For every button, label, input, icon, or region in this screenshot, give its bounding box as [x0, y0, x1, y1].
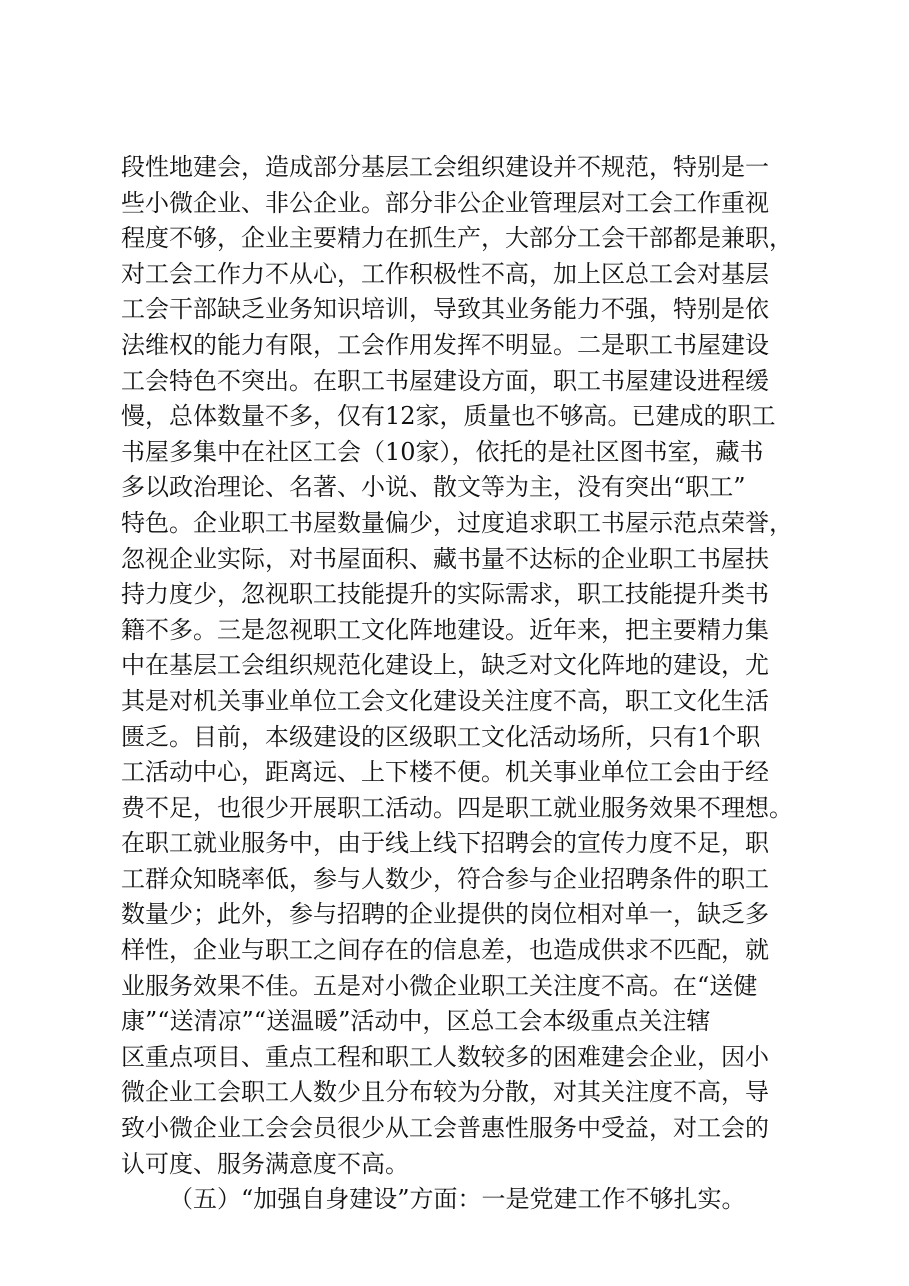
paragraph-2 — [121, 1182, 801, 1218]
text-line: 程度不够，企业主要精力在抓生产，大部分工会干部都是兼职， — [121, 224, 793, 253]
text-line: 多以政治理论、名著、小说、散文等为主，没有突出“职工” — [121, 473, 746, 502]
paragraph-1 — [121, 150, 801, 1182]
text-line: 数量少；此外，参与招聘的企业提供的岗位相对单一，缺乏多 — [121, 900, 769, 929]
text-line: 业服务效果不佳。五是对小微企业职工关注度不高。在“送健 — [121, 971, 758, 1000]
text-line: 费不足，也很少开展职工活动。四是职工就业服务效果不理想。 — [121, 793, 793, 822]
text-line: 书屋多集中在社区工会（10家），依托的是社区图书室，藏书 — [121, 437, 764, 466]
text-line: 忽视企业实际，对书屋面积、藏书量不达标的企业职工书屋扶 — [121, 544, 769, 573]
text-line: 特色。企业职工书屋数量偏少，过度追求职工书屋示范点荣誉， — [121, 508, 793, 537]
text-line: 对工会工作力不从心，工作积极性不高，加上区总工会对基层 — [121, 259, 769, 288]
section-heading-line: （五）“加强自身建设”方面：一是党建工作不够扎实。 — [169, 1185, 746, 1214]
text-line: 认可度、服务满意度不高。 — [121, 1149, 409, 1178]
text-line: 在职工就业服务中，由于线上线下招聘会的宣传力度不足，职 — [121, 829, 769, 858]
text-line: 籍不多。三是忽视职工文化阵地建设。近年来，把主要精力集 — [121, 615, 769, 644]
text-line: 区重点项目、重点工程和职工人数较多的困难建会企业，因小 — [121, 1042, 769, 1071]
text-line: 样性，企业与职工之间存在的信息差，也造成供求不匹配，就 — [121, 936, 769, 965]
text-line: 康”“送清凉”“送温暖”活动中，区总工会本级重点关注辖 — [121, 1007, 711, 1036]
text-line: 段性地建会，造成部分基层工会组织建设并不规范，特别是一 — [121, 153, 769, 181]
text-line: 工会干部缺乏业务知识培训，导致其业务能力不强，特别是依 — [121, 295, 769, 324]
text-line: 些小微企业、非公企业。部分非公企业管理层对工会工作重视 — [121, 188, 769, 217]
text-line: 其是对机关事业单位工会文化建设关注度不高，职工文化生活 — [121, 686, 769, 715]
text-line: 工群众知晓率低，参与人数少，符合参与企业招聘条件的职工 — [121, 864, 769, 893]
text-line: 中在基层工会组织规范化建设上，缺乏对文化阵地的建设，尤 — [121, 651, 769, 680]
text-line: 微企业工会职工人数少且分布较为分散，对其关注度不高，导 — [121, 1078, 769, 1107]
text-line: 法维权的能力有限，工会作用发挥不明显。二是职工书屋建设 — [121, 330, 769, 359]
text-line: 匮乏。目前，本级建设的区级职工文化活动场所，只有1个职 — [121, 722, 761, 751]
text-line: 致小微企业工会会员很少从工会普惠性服务中受益，对工会的 — [121, 1114, 769, 1143]
text-line: 工会特色不突出。在职工书屋建设方面，职工书屋建设进程缓 — [121, 366, 769, 395]
text-line: 持力度少，忽视职工技能提升的实际需求，职工技能提升类书 — [121, 580, 769, 609]
text-line: 工活动中心，距离远、上下楼不便。机关事业单位工会由于经 — [121, 758, 769, 787]
text-line: 慢，总体数量不多，仅有12家，质量也不够高。已建成的职工 — [121, 402, 776, 431]
body-text — [121, 150, 801, 1218]
